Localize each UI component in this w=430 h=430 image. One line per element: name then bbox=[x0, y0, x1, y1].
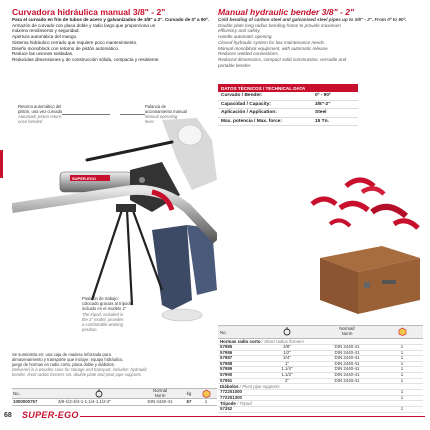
cell-qty: 1 bbox=[400, 355, 404, 361]
section-title-es: Diábolos bbox=[220, 384, 239, 390]
callout-es: colocado gracias al trípode, bbox=[82, 301, 134, 306]
cell-norm: DIN 2440-41 bbox=[334, 377, 360, 383]
cell-norm: DIN 2440-41 bbox=[334, 371, 360, 377]
col-header-norm bbox=[312, 327, 382, 336]
cell-no: 57991 bbox=[220, 377, 233, 383]
cell-no: 772201300 bbox=[220, 394, 242, 400]
description-en-line: Closed hydraulic system for low maintenance needs. bbox=[218, 39, 326, 45]
technical-data-header: DATOS TÉCNICOS / TECHNICAL DATA bbox=[218, 84, 358, 92]
cell-qty: 1 bbox=[400, 394, 404, 400]
cell-qty: 1 bbox=[400, 344, 404, 349]
note-en: bender, short radius formers set, double plate and pivot pipe supports. bbox=[12, 372, 142, 377]
cell-size: 1.1/4" bbox=[281, 366, 293, 372]
spec-value: 3/8"-2" bbox=[315, 101, 331, 107]
callout-en: lever bbox=[145, 119, 155, 124]
side-tab-marker bbox=[0, 150, 3, 178]
description-es-line: Armazón de curvado con placa doble y radio largo que proporciona un bbox=[12, 22, 156, 28]
description-es-line: Reduce las uniones soldadas. bbox=[12, 51, 74, 57]
red-formers-photo bbox=[310, 172, 422, 242]
accessories-table bbox=[218, 325, 423, 413]
cell-size: 3/8" bbox=[283, 344, 291, 349]
description-en-line: efficiency and safety. bbox=[218, 28, 261, 34]
cell-no: 57352 bbox=[220, 406, 233, 412]
spec-value: 0º - 90º bbox=[315, 93, 331, 99]
cell-sizes: 3/8-1/2-3/4-1-1.1/4-1.1/2-2" bbox=[58, 399, 112, 404]
description-en-lead: Cold bending of carbon steel and galvanised steel pipes up to 3/8" - 2". From 0º to 90º. bbox=[218, 17, 407, 22]
accessories-table-header bbox=[218, 325, 423, 339]
note-en: Delivered in a wooden case for storage and transport, includes: hydraulic bbox=[12, 367, 148, 372]
callout-en: Automatic piston return, bbox=[18, 114, 63, 119]
brand-logo: SUPER-EGO bbox=[22, 410, 79, 420]
spec-row bbox=[218, 118, 358, 127]
cell-no: 57985 bbox=[220, 344, 233, 349]
callout-working-position bbox=[82, 296, 152, 332]
delivery-note bbox=[12, 352, 212, 377]
spec-row bbox=[218, 109, 358, 118]
technical-data-table bbox=[218, 84, 358, 126]
package-icon bbox=[198, 389, 214, 398]
cell-no: 1000000757 bbox=[13, 399, 38, 404]
svg-text:SUPER-EGO: SUPER-EGO bbox=[72, 176, 97, 181]
cell-size: 2" bbox=[284, 377, 289, 383]
callout-es: incluido en el modelo 2" bbox=[82, 306, 127, 311]
section-title-en: / Tripod bbox=[237, 401, 252, 407]
description-es bbox=[12, 17, 212, 63]
col-header-kg: kg bbox=[186, 391, 192, 396]
diameter-icon bbox=[262, 327, 312, 337]
callout-es: accionamiento manual bbox=[145, 109, 187, 114]
callout-es: Posición de trabajo: bbox=[82, 296, 119, 301]
note-es: almacenamiento y transporte que incluye: equipo hidráulico, bbox=[12, 357, 124, 362]
cell-norm: DIN 2440-41 bbox=[334, 355, 360, 361]
section-title-es: Hormas radio corto bbox=[220, 339, 261, 344]
cell-norm: DIN 2440-41 bbox=[334, 360, 360, 366]
description-en-line: Reduces welded connections. bbox=[218, 51, 280, 57]
spec-row bbox=[218, 92, 358, 101]
callout-line bbox=[62, 114, 110, 115]
description-es-line: Apertura automática del mango. bbox=[12, 34, 78, 40]
package-icon bbox=[382, 327, 422, 337]
col-header-norm-en: Norm bbox=[341, 331, 353, 336]
spec-row bbox=[218, 101, 358, 110]
callout-en: a comfortable working bbox=[82, 322, 123, 327]
cell-qty: 1 bbox=[400, 406, 404, 412]
col-header-no: No. bbox=[220, 329, 227, 335]
cell-norm: DIN 2440-41 bbox=[147, 399, 173, 404]
description-es-lead: Para el curvado en frío de tubos de acero y galvanizados de 3/8" a 2". Curvado de 0º a 90º. bbox=[12, 17, 209, 22]
cell-no: 57986 bbox=[220, 349, 233, 355]
description-en-line: Double plate long radius bending frame to provide maximum bbox=[218, 22, 341, 28]
callout-en: Manual operating bbox=[145, 114, 178, 119]
cell-qty: 1 bbox=[400, 371, 404, 377]
cell-size: 1.1/2" bbox=[281, 371, 293, 377]
section-title-es: Trípode bbox=[220, 401, 236, 407]
section-title-en: / Pivot pipe supports bbox=[239, 384, 280, 390]
footer-line bbox=[80, 416, 425, 417]
cell-no: 57989 bbox=[220, 366, 233, 372]
cell-qty: 1 bbox=[400, 349, 404, 355]
col-header-no: No. bbox=[13, 391, 20, 396]
col-header-norm-es: Normal bbox=[152, 388, 168, 393]
callout-en: The tripod, included in bbox=[82, 312, 124, 317]
wooden-case-photo bbox=[316, 242, 422, 316]
table-row bbox=[218, 407, 423, 413]
cell-size: 1/2" bbox=[283, 349, 291, 355]
description-es-line: Sistema hidráulico cerrado que requiere poco mantenimiento. bbox=[12, 39, 138, 45]
product-table-header bbox=[12, 388, 217, 398]
description-es-line: Diseño monoblock con retorno de pistón automático. bbox=[12, 45, 120, 51]
callout-manual-lever bbox=[145, 104, 213, 124]
callout-en: position. bbox=[82, 327, 98, 332]
cell-norm: DIN 2440-41 bbox=[334, 349, 360, 355]
product-table bbox=[12, 388, 217, 406]
cell-qty: 1 bbox=[400, 377, 404, 383]
title-en: Manual hydraulic bender 3/8" - 2" bbox=[218, 7, 355, 17]
callout-en: the 2" model, provides bbox=[82, 317, 124, 322]
spec-label: Capacidad / Capacity: bbox=[221, 101, 271, 107]
callout-line bbox=[120, 114, 145, 115]
callout-en: once bended bbox=[18, 119, 43, 124]
spec-value: 15 Tn. bbox=[315, 119, 329, 125]
col-header-norm-es: Normal/ bbox=[339, 326, 355, 332]
description-en-line: Reduced dimensions, compact solid construction, versatile and bbox=[218, 56, 347, 62]
description-es-line: Reducidas dimensiones y de construcción sólida, compacta y resistente. bbox=[12, 56, 160, 62]
description-en-line: Manual monoblock equipment, with automatic release. bbox=[218, 45, 329, 51]
description-en-line: portable bender. bbox=[218, 62, 252, 68]
col-header-norm-en: Norm bbox=[154, 392, 166, 398]
page-number: 68 bbox=[4, 412, 12, 419]
spec-value: Steel bbox=[315, 110, 327, 116]
col-header-norm bbox=[140, 389, 180, 398]
cell-size: 1" bbox=[284, 360, 289, 366]
spec-label: Curvado / Bender: bbox=[221, 93, 263, 99]
cell-qty: 1 bbox=[400, 366, 404, 372]
description-en bbox=[218, 17, 423, 68]
diameter-icon bbox=[58, 389, 140, 398]
cell-qty: 1 bbox=[400, 389, 404, 395]
callout-es: pistón, una vez curvado bbox=[18, 109, 63, 114]
spec-label: Aplicación / Application: bbox=[221, 110, 277, 116]
section-title-en: / Short radius formers bbox=[261, 339, 304, 344]
callout-es: Palanca de bbox=[145, 104, 166, 109]
table-row bbox=[12, 398, 217, 406]
cell-qty: 1 bbox=[400, 360, 404, 366]
cell-no: 57987 bbox=[220, 355, 233, 361]
cell-no: 57988 bbox=[220, 360, 233, 366]
note-es: juego de hormas en radio corto, placa doble y diábolos. bbox=[12, 362, 115, 367]
cell-no: 57990 bbox=[220, 371, 233, 377]
cell-qty: 1 bbox=[204, 399, 208, 404]
callout-es: Retorno automático del bbox=[18, 104, 62, 109]
note-es: Se suministra en: una caja de madera reforzada para bbox=[12, 352, 111, 357]
title-es: Curvadora hidráulica manual 3/8" - 2" bbox=[12, 7, 166, 17]
cell-kg: 67 bbox=[186, 399, 192, 404]
cell-norm: DIN 2440-41 bbox=[334, 344, 360, 349]
cell-norm: DIN 2440-41 bbox=[334, 366, 360, 372]
cell-no: 772201000 bbox=[220, 389, 242, 395]
description-en-line: Handle automatic opening. bbox=[218, 34, 273, 40]
description-es-line: máximo rendimiento y seguridad. bbox=[12, 28, 80, 34]
cell-size: 3/4" bbox=[283, 355, 291, 361]
spec-label: Max. potencia / Max. force: bbox=[221, 119, 283, 125]
